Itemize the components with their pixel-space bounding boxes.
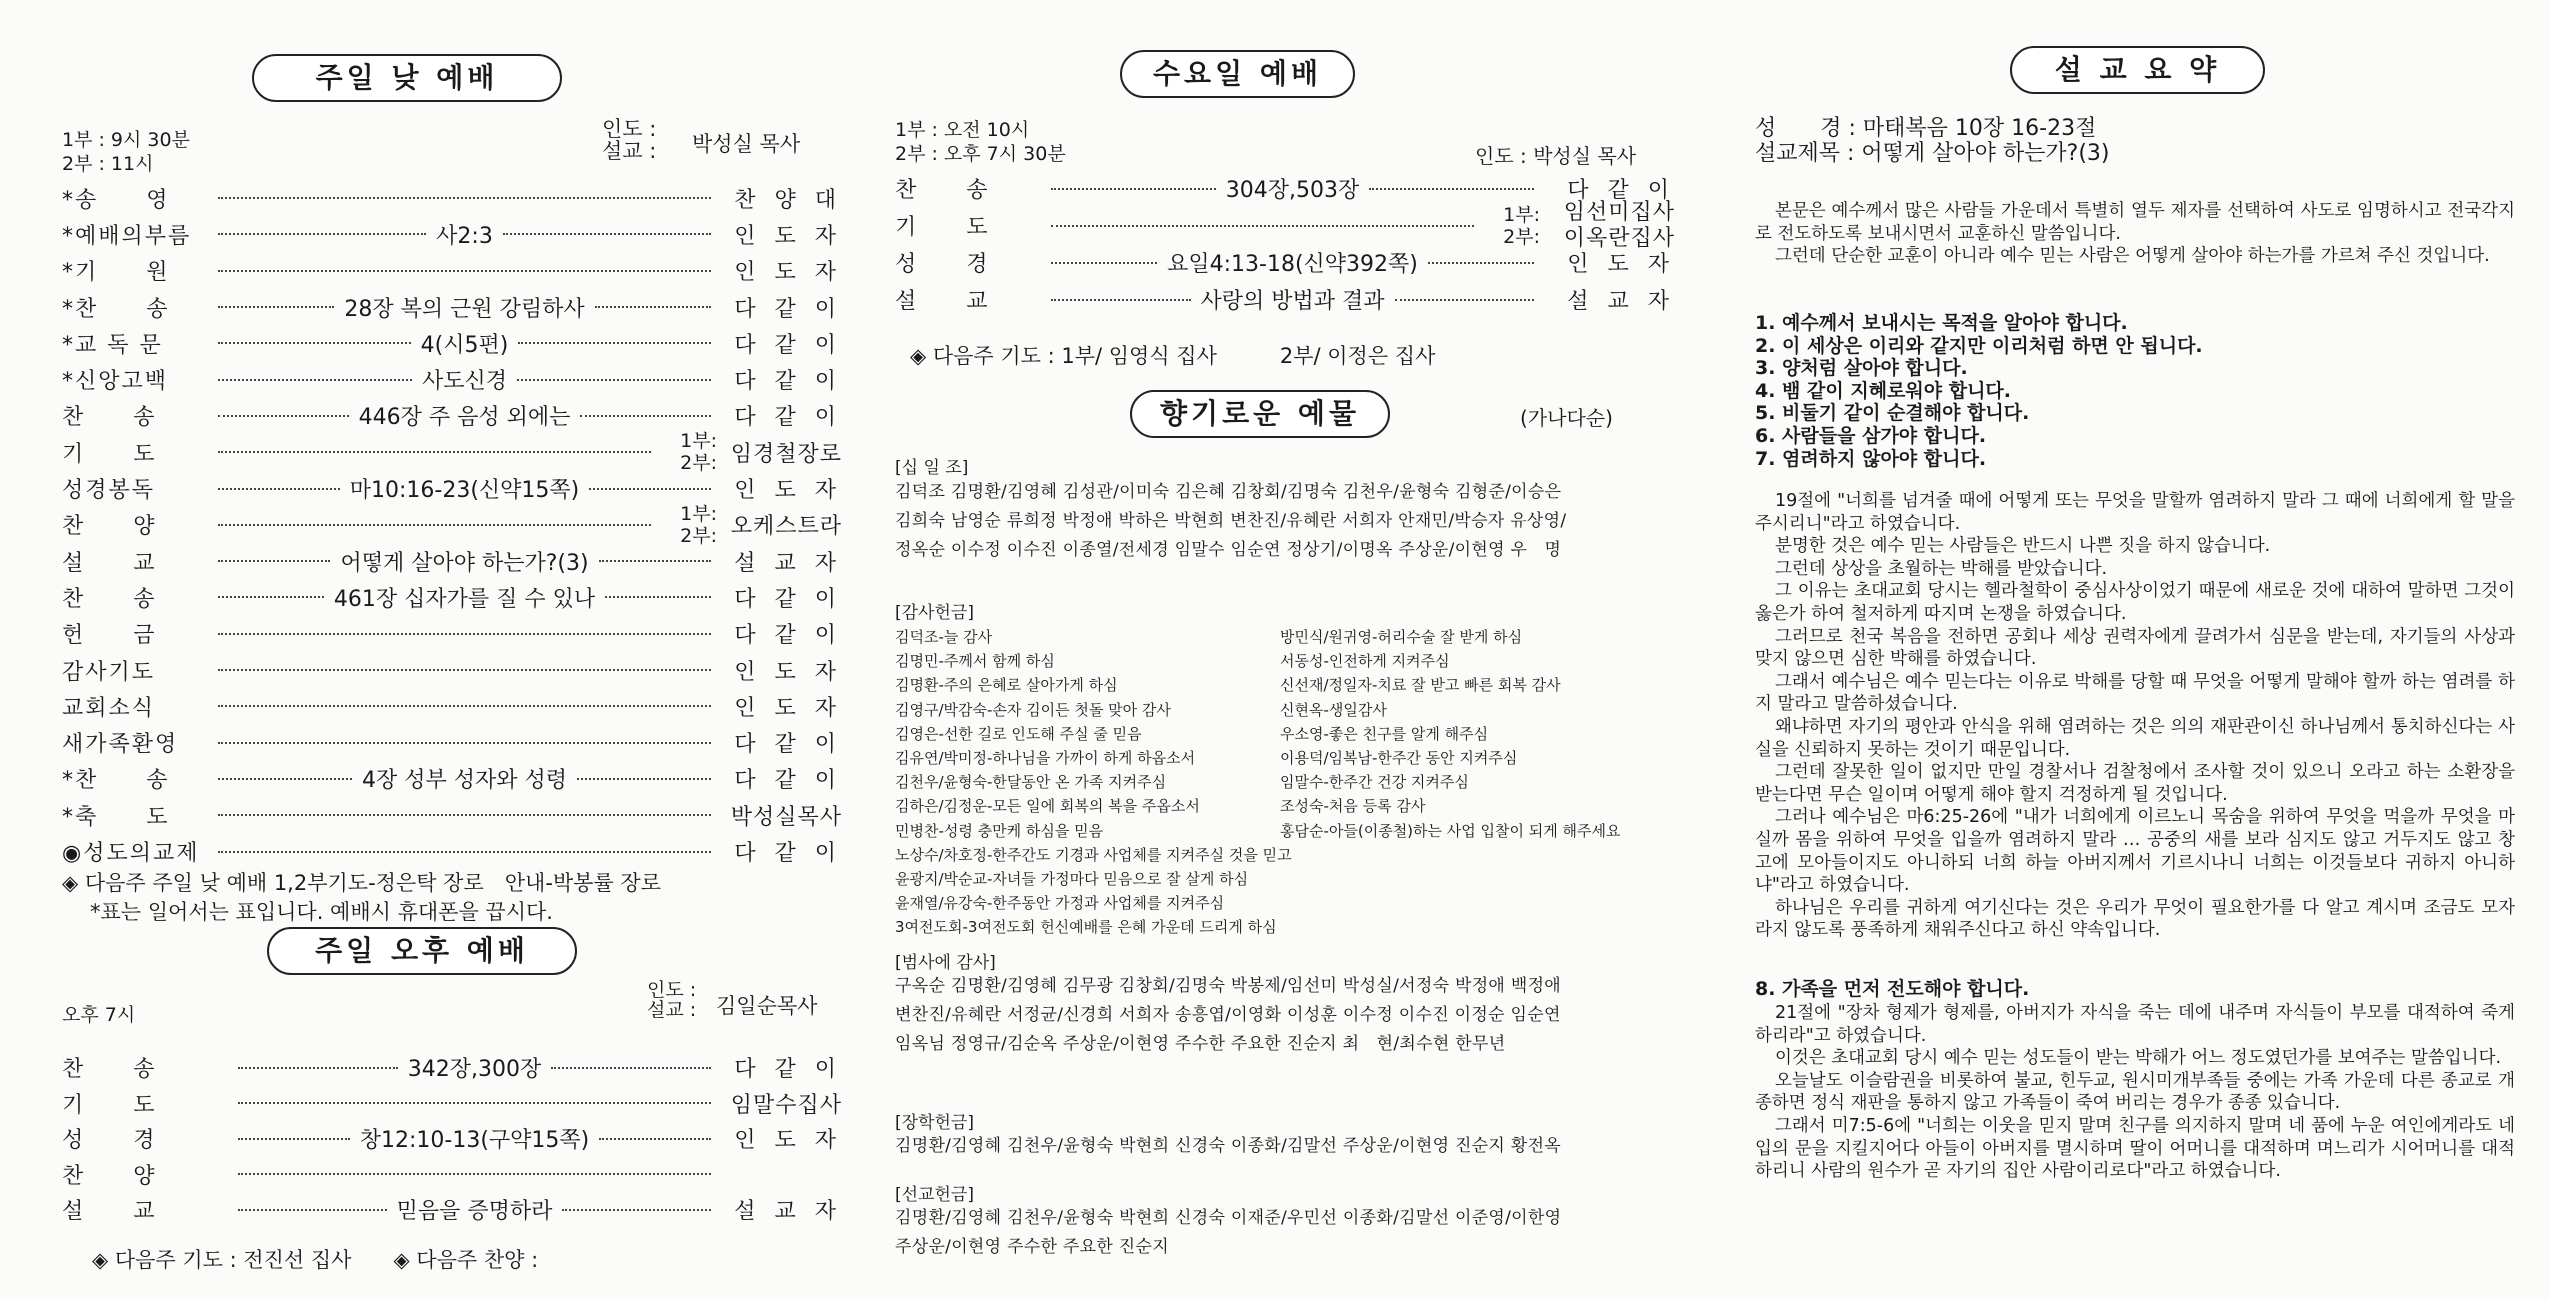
morning-item-label: *찬 송 (62, 768, 170, 794)
dot-leader (577, 778, 711, 780)
thanks-entry: 김영구/박감숙-손자 김이든 첫돌 맞아 감사 (895, 700, 1171, 719)
morning-item-row (62, 430, 842, 475)
morning-item-part-label: 1부: 2부: (680, 430, 717, 475)
scholarship-list: 김명환/김영혜 김천우/윤형숙 박현희 신경숙 이종화/김말선 주상운/이현영 진순지 황전옥 (895, 1136, 1562, 1156)
morning-item-content: 사도신경 (422, 369, 508, 395)
sunday-morning-title: 주일 낮 예배 (252, 54, 562, 102)
dot-leader (218, 306, 334, 308)
morning-item-label: 새가족환영 (62, 732, 179, 758)
morning-item-person: 임경철장로 (730, 441, 842, 467)
morning-item-content: 사2:3 (436, 223, 493, 249)
thanks-entry: 신선재/정일자-치료 잘 받고 빠른 회복 감사 (1280, 676, 1561, 695)
dot-leader (1051, 262, 1157, 264)
morning-item-row (62, 543, 842, 579)
sunday-worship-column (62, 40, 842, 1290)
afternoon-item-person: 인 도 자 (734, 1128, 843, 1154)
morning-item-label: 찬 송 (62, 405, 157, 431)
dot-leader (218, 524, 651, 526)
morning-item-person: 다 같 이 (734, 296, 842, 322)
thanks-entry: 김덕조-늘 감사 (895, 628, 993, 646)
wednesday-item-person: 다 같 이 (1567, 178, 1676, 203)
thanks-entry: 김하은/김정운-모든 일에 회복의 복을 주옵소서 (895, 797, 1200, 816)
wednesday-title: 수요일 예배 (1120, 50, 1355, 98)
morning-item-label: 설 교 (62, 550, 157, 576)
morning-item-person: 인 도 자 (734, 260, 842, 286)
thanks-entry: 조성숙-처음 등록 감사 (1280, 797, 1426, 816)
afternoon-item-content: 창12:10-13(구약15쪽) (359, 1128, 590, 1154)
morning-item-row (62, 502, 842, 547)
wednesday-times: 1부 : 오전 10시 2부 : 오후 7시 30분 (895, 119, 1066, 165)
thanks-entry: 윤재열/유강숙-한주동안 가정과 사업체를 지켜주심 (895, 894, 1225, 913)
leader-label: 인도 : 설교 : (602, 117, 657, 163)
morning-item-row (62, 761, 842, 797)
dot-leader (599, 560, 711, 562)
afternoon-item-person: 다 같 이 (734, 1057, 843, 1083)
sermon-point8-body: 21절에 "장차 형제가 형제를, 아버지가 자식을 죽는 데에 내주며 자식들이 부모를 대적하여 죽게 하리라"고 하였습니다. 이것은 초대교회 당시 예수 믿는 성도들이 받는 박해가 어느 정도였던가를 보여주는 말씀입니다. 오늘날도 이슬람권을 비롯하여 불교, 힌두교, 원시미개부족들 중에는 가족 가운데 다른 종교로 개종하면 정식 재판을 통하지 않고 가족들이 죽여 버리는 경우가 종종 있습니다. 그래서 미7:5-6에 "너희는 이웃을 믿지 말며 친구를 의지하지 말며 네 품에 누운 여인에게라도 네 입의 문을 지킬지어다 아들이 아버지를 멸시하며 딸이 어머니를 대적하며 며느리가 시어머니를 대적하리니 사람의 원수가 곧 자기의 집안 사람이리로다"라고 하였습니다. (1755, 1003, 2515, 1182)
wednesday-offering-column (895, 40, 1675, 1290)
morning-item-person: 인 도 자 (734, 478, 843, 504)
morning-item-label: *찬 송 (62, 296, 170, 322)
morning-item-label: *송 영 (62, 187, 170, 213)
thanks-entry: 임말수-한주간 건강 지켜주심 (1280, 773, 1469, 792)
morning-item-label: *신앙고백 (62, 369, 169, 395)
thanks-entry: 신현옥-생일감사 (1280, 700, 1387, 719)
dot-leader (605, 596, 711, 598)
dot-leader (218, 742, 711, 744)
morning-item-row (62, 325, 842, 361)
wednesday-item-person: 임선미집사 이옥란집사 (1563, 199, 1675, 251)
dot-leader (517, 379, 711, 381)
sermon-points: 1. 예수께서 보내시는 목적을 알아야 합니다. 2. 이 세상은 이리와 같지만 이리처럼 하면 안 됩니다. 3. 양처럼 살아야 합니다. 4. 뱀 같이 지혜로워야 합니다. 5. 비둘기 같이 순결해야 합니다. 6. 사람들을 삼가야 합니다. 7. 염려하지 않아야 합니다. (1755, 312, 2203, 470)
sermon-summary-column (1755, 40, 2515, 1290)
morning-item-row (62, 180, 842, 216)
afternoon-leader-name: 김일순목사 (716, 994, 818, 1018)
morning-item-label: *기 원 (62, 260, 170, 286)
scope-heading: [범사에 감사] (895, 953, 996, 973)
afternoon-item-row (62, 1050, 842, 1086)
dot-leader (218, 560, 330, 562)
tithe-heading: [십 일 조] (895, 458, 969, 478)
wednesday-item-content: 사랑의 방법과 결과 (1200, 289, 1385, 314)
morning-item-row (62, 470, 842, 506)
sunday-afternoon-title: 주일 오후 예배 (267, 927, 577, 975)
dot-leader (218, 415, 349, 417)
afternoon-next-week: ◈ 다음주 기도 : 전진선 집사 ◈ 다음주 찬양 : (92, 1248, 539, 1272)
morning-item-row (62, 652, 842, 688)
morning-item-person: 설 교 자 (734, 550, 843, 576)
dot-leader (1051, 188, 1216, 190)
dot-leader (218, 705, 711, 707)
morning-item-content: 4(시5편) (420, 332, 509, 358)
afternoon-item-row (62, 1121, 842, 1157)
morning-item-row (62, 398, 842, 434)
standing-note: *표는 일어서는 표입니다. 예배시 휴대폰을 끕시다. (90, 900, 553, 924)
dot-leader (218, 379, 412, 381)
dot-leader (551, 1067, 711, 1069)
mission-list: 김명환/김영혜 김천우/윤형숙 박현희 신경숙 이재준/우민선 이종화/김말선 이준영/이한영 주상운/이현영 주수한 주요한 진순지 (895, 1208, 1562, 1257)
thanks-heading: [감사헌금] (895, 603, 974, 623)
thanks-entry: 김유연/박미정-하나님을 가까이 하게 하옵소서 (895, 749, 1196, 768)
morning-item-row (62, 362, 842, 398)
wednesday-item-row (895, 281, 1675, 318)
sunday-morning-times: 1부 : 9시 30분 2부 : 11시 (62, 129, 190, 175)
morning-item-person: 인 도 자 (734, 223, 843, 249)
thanks-entry: 방민식/원귀영-허리수술 잘 받게 하심 (1280, 628, 1523, 646)
wednesday-item-label: 기 도 (895, 215, 990, 240)
morning-item-person: 박성실목사 (730, 804, 842, 830)
dot-leader (218, 233, 426, 235)
morning-item-label: *교 독 문 (62, 332, 163, 358)
morning-item-person: 다 같 이 (734, 369, 843, 395)
morning-item-row (62, 688, 842, 724)
morning-item-row (62, 616, 842, 652)
dot-leader (1395, 299, 1535, 301)
morning-item-label: 교회소식 (62, 695, 156, 721)
morning-item-label: 헌 금 (62, 623, 157, 649)
tithe-list: 김덕조 김명환/김영혜 김성관/이미숙 김은혜 김창회/김명숙 김천우/윤형숙 김형준/이승은 김희숙 남영순 류희정 박정애 박하은 박현희 변찬진/유혜란 서희자 안재민/박승자 유상영/ 정옥순 이수정 이수진 이종열/전세경 임말수 임순연 정상기/이명옥 주상운/이현영 우 명 (895, 482, 1567, 560)
wednesday-item-label: 찬 송 (895, 178, 990, 203)
thanks-entry: 김영은-선한 길로 인도해 주실 줄 믿음 (895, 724, 1142, 743)
thanks-entry: 홍담순-아들(이종철)하는 사업 입찰이 되게 해주세요 (1280, 821, 1621, 840)
offering-title: 향기로운 예물 (1130, 390, 1390, 438)
mission-heading: [선교헌금] (895, 1185, 974, 1205)
thanks-entry: 이용덕/임복남-한주간 동안 지켜주심 (1280, 749, 1518, 768)
afternoon-item-content: 342장,300장 (407, 1057, 542, 1083)
morning-item-row (62, 289, 842, 325)
wednesday-next-week: ◈ 다음주 기도 : 1부/ 임영식 집사 2부/ 이정은 집사 (910, 344, 1436, 368)
leader-name: 박성실 목사 (692, 132, 801, 156)
dot-leader (599, 1138, 711, 1140)
thanks-entry: 노상수/차호정-한주간도 기경과 사업체를 지켜주실 것을 믿고 (895, 845, 1292, 864)
afternoon-item-label: 찬 양 (62, 1163, 157, 1189)
wednesday-item-person: 인 도 자 (1567, 252, 1676, 277)
morning-item-person: 다 같 이 (734, 405, 842, 431)
morning-item-content: 461장 십자가를 질 수 있나 (333, 586, 596, 612)
morning-item-label: 감사기도 (62, 659, 156, 685)
dot-leader (580, 415, 711, 417)
thanks-list-left (895, 625, 1292, 940)
morning-item-label: 성경봉독 (62, 478, 156, 504)
dot-leader (238, 1067, 398, 1069)
sermon-point7-body: 19절에 "너희를 넘겨줄 때에 어떻게 또는 무엇을 말할까 염려하지 말라 그 때에 너희에게 할 말을 주시리니"라고 하였습니다. 분명한 것은 예수 믿는 사람들은 반드시 나쁜 짓을 하지 않습니다. 그런데 상상을 초월하는 박해를 받았습니다. 그 이유는 초대교회 당시는 헬라철학이 중심사상이었기 때문에 새로운 것에 대하여 말하면 그것이 옳은가 하여 철저하게 따지며 논쟁을 하였습니다. 그러므로 천국 복음을 전하면 공회나 세상 권력자에게 끌려가서 심문을 받는데, 자기들의 사상과 맞지 않으면 심한 박해를 하였습니다. 그래서 예수님은 예수 믿는다는 이유로 박해를 당할 때 무엇을 어떻게 말해야 할까 하는 염려를 하지 말라고 말씀하셨습니다. 왜냐하면 자기의 평안과 안식을 위해 염려하는 것은 의의 재판관이신 하나님께서 통치하신다는 사실을 신뢰하지 못하는 것이기 때문입니다. 그런데 잘못한 일이 없지만 만일 경찰서나 검찰청에서 조사할 것이 있으니 오라고 하는 소환장을 받는다면 무슨 일이며 어떻게 해야 할지 걱정하게 될 것입니다. 그러나 예수님은 마6:25-26에 "내가 너희에게 이르노니 목숨을 위하여 무엇을 먹을까 무엇을 마실까 몸을 위하여 무엇을 입을까 염려하지 말라 … 공중의 새를 보라 심지도 않고 거두지도 않고 창고에 모아들이지도 아니하되 너희 하늘 아버지께서 기르시나니 너희는 이것들보다 귀하지 아니하냐"라고 하였습니다. 하나님은 우리를 귀하게 여기신다는 것은 우리가 무엇이 필요한가를 다 알고 계시며 조금도 모자라지 않도록 풍족하게 채워주신다고 하신 약속입니다. (1755, 491, 2515, 941)
wednesday-leader: 인도 : 박성실 목사 (1475, 144, 1637, 168)
dot-leader (1051, 225, 1474, 227)
morning-item-content: 마10:16-23(신약15쪽) (349, 478, 580, 504)
morning-item-content: 어떻게 살아야 하는가?(3) (340, 550, 589, 576)
afternoon-item-label: 기 도 (62, 1092, 157, 1118)
afternoon-leader-label: 인도 : 설교 : (647, 979, 697, 1021)
thanks-entry: 우소영-좋은 친구를 알게 해주심 (1280, 724, 1489, 743)
dot-leader (1051, 299, 1191, 301)
wednesday-item-label: 설 교 (895, 289, 990, 314)
dot-leader (503, 233, 711, 235)
dot-leader (218, 451, 651, 453)
dot-leader (218, 197, 711, 199)
afternoon-item-row (62, 1157, 842, 1193)
dot-leader (1369, 188, 1534, 190)
morning-item-label: *예배의부름 (62, 223, 192, 249)
sermon-header: 성 경 : 마태복음 10장 16-23절 설교제목 : 어떻게 살아야 하는가?(3) (1755, 116, 2110, 166)
morning-item-person: 다 같 이 (734, 586, 843, 612)
afternoon-item-row (62, 1086, 842, 1122)
dot-leader (238, 1102, 711, 1104)
dot-leader (595, 306, 711, 308)
morning-item-part-label: 1부: 2부: (680, 502, 717, 547)
morning-item-row (62, 725, 842, 761)
sermon-title: 설 교 요 약 (2010, 46, 2265, 94)
dot-leader (218, 669, 711, 671)
morning-item-label: 찬 양 (62, 514, 157, 540)
thanks-entry: 윤광지/박순교-자녀들 가정마다 믿음으로 잘 살게 하심 (895, 870, 1249, 889)
morning-item-person: 다 같 이 (734, 732, 842, 758)
dot-leader (238, 1209, 387, 1211)
afternoon-item-label: 설 교 (62, 1199, 157, 1225)
morning-item-row (62, 253, 842, 289)
sermon-intro: 본문은 예수께서 많은 사람들 가운데서 특별히 열두 제자를 선택하여 사도로 임명하시고 전국각지로 전도하도록 보내시면서 교훈하신 말씀입니다. 그런데 단순한 교훈이 아니라 예수 믿는 사람은 어떻게 살아야 하는가를 가르쳐 주신 것입니다. (1755, 201, 2515, 267)
thanks-list-right (1280, 625, 1620, 843)
morning-item-person: 오케스트라 (730, 514, 842, 540)
morning-item-label: *축 도 (62, 804, 170, 830)
morning-item-person: 인 도 자 (734, 695, 842, 721)
thanks-entry: 3여전도회-3여전도회 헌신예배를 은혜 가운데 드리게 하심 (895, 918, 1277, 937)
dot-leader (218, 488, 340, 490)
dot-leader (562, 1209, 711, 1211)
morning-item-person: 다 같 이 (734, 841, 842, 867)
dot-leader (218, 851, 711, 853)
morning-item-label: ◉성도의교제 (62, 841, 200, 867)
morning-item-person: 인 도 자 (734, 659, 842, 685)
wednesday-item-label: 성 경 (895, 252, 990, 277)
sermon-point8: 8. 가족을 먼저 전도해야 합니다. (1755, 978, 2030, 1000)
afternoon-item-person: 임말수집사 (730, 1092, 842, 1118)
order-note: (가나다순) (1520, 406, 1613, 430)
wednesday-item-content: 요일4:13-18(신약392쪽) (1167, 252, 1418, 277)
morning-item-label: 찬 송 (62, 586, 157, 612)
morning-item-content: 28장 복의 근원 강림하사 (344, 296, 585, 322)
dot-leader (218, 270, 711, 272)
thanks-entry: 서동성-인전하게 지켜주심 (1280, 652, 1450, 671)
dot-leader (238, 1173, 711, 1175)
wednesday-item-person: 설 교 자 (1567, 289, 1676, 314)
scope-list: 구옥순 김명환/김영혜 김무광 김창회/김명숙 박봉제/임선미 박성실/서정숙 박정애 백정애 변찬진/유혜란 서정균/신경희 서희자 송흥엽/이영화 이성훈 이수정 이수진 이정순 임순연 임옥님 정영규/김순옥 주상운/이현영 주수한 주요한 진순지 최 현/최수현 한무년 (895, 976, 1562, 1054)
dot-leader (218, 814, 711, 816)
dot-leader (218, 633, 711, 635)
thanks-entry: 민병찬-성령 충만케 하심을 믿음 (895, 821, 1104, 840)
wednesday-item-content: 304장,503장 (1225, 178, 1360, 203)
afternoon-item-label: 성 경 (62, 1128, 157, 1154)
thanks-entry: 김천우/윤형숙-한달동안 온 가족 지켜주심 (895, 773, 1167, 792)
thanks-entry: 김명환-주의 은혜로 살아가게 하심 (895, 676, 1118, 695)
dot-leader (518, 342, 711, 344)
dot-leader (218, 596, 324, 598)
afternoon-item-content: 믿음을 증명하라 (396, 1199, 553, 1225)
afternoon-item-row (62, 1192, 842, 1228)
dot-leader (589, 488, 711, 490)
morning-item-person: 다 같 이 (734, 623, 842, 649)
morning-item-content: 4장 성부 성자와 성령 (362, 768, 567, 794)
afternoon-item-person: 설 교 자 (734, 1199, 843, 1225)
morning-item-label: 기 도 (62, 441, 157, 467)
dot-leader (238, 1138, 350, 1140)
morning-item-person: 다 같 이 (734, 768, 842, 794)
wednesday-item-part-label: 1부: 2부: (1503, 203, 1540, 248)
morning-item-row (62, 579, 842, 615)
morning-item-row (62, 833, 842, 869)
morning-item-row (62, 216, 842, 252)
next-week-note: ◈ 다음주 주일 낮 예배 1,2부기도-정은탁 장로 안내-박봉률 장로 (62, 871, 662, 895)
dot-leader (1428, 262, 1534, 264)
afternoon-time: 오후 7시 (62, 1004, 136, 1026)
thanks-entry: 김명민-주께서 함께 하심 (895, 652, 1055, 671)
dot-leader (218, 342, 411, 344)
wednesday-item-row (895, 244, 1675, 281)
morning-item-person: 다 같 이 (734, 332, 843, 358)
afternoon-item-label: 찬 송 (62, 1057, 157, 1083)
wednesday-item-row (895, 199, 1675, 251)
morning-item-content: 446장 주 음성 외에는 (358, 405, 571, 431)
dot-leader (218, 778, 352, 780)
scholarship-heading: [장학헌금] (895, 1113, 974, 1133)
morning-item-row (62, 797, 842, 833)
morning-item-person: 찬 양 대 (734, 187, 842, 213)
